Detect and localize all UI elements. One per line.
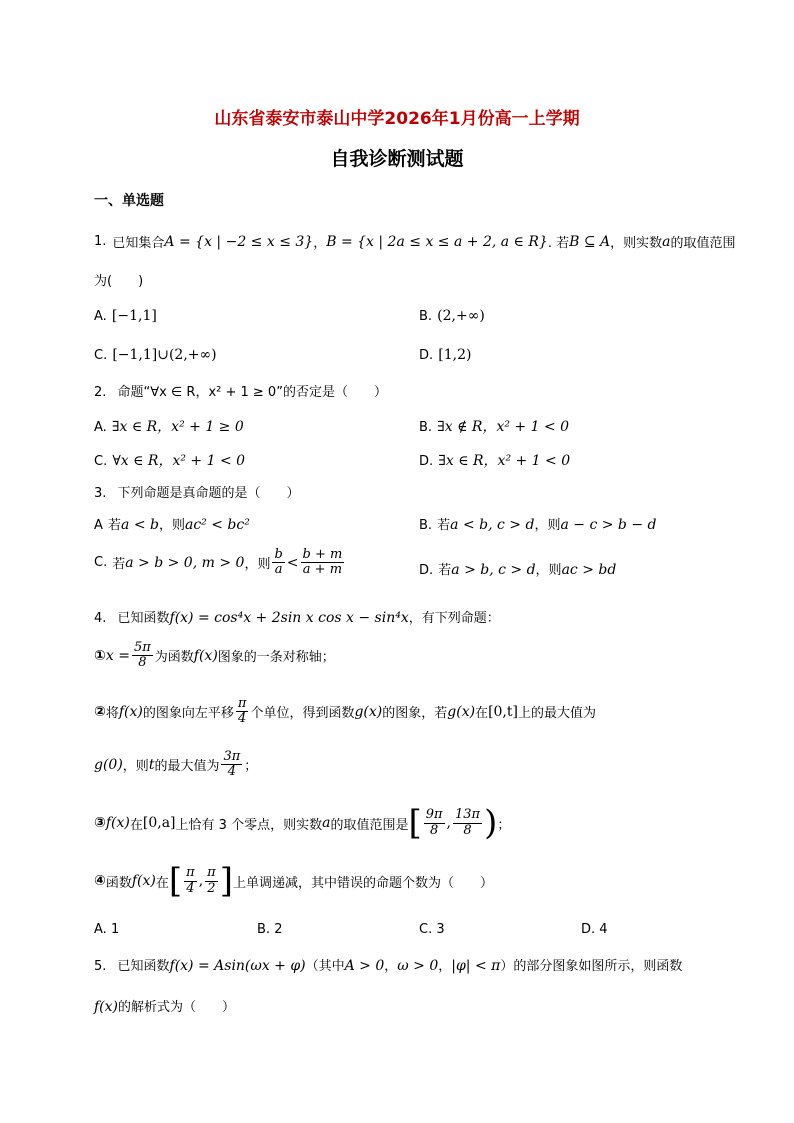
option-value: [1,2) <box>438 347 472 363</box>
q4-option-c[interactable] <box>419 922 445 937</box>
q1-var: a <box>662 233 671 250</box>
option-label: A. <box>94 420 107 435</box>
fraction-5pi-over-8 <box>132 641 153 671</box>
option-value: [−1,1]∪(2,+∞) <box>112 347 217 363</box>
function-ref: g(0) <box>94 756 123 773</box>
question-2 <box>94 381 387 400</box>
question-number: 1. <box>94 234 107 249</box>
q1-text: . 若 <box>547 236 570 251</box>
function-ref: f(x) <box>118 703 143 720</box>
option-label: D. <box>419 348 434 363</box>
statement-text: 为函数 <box>154 650 194 666</box>
variable-t: t <box>148 756 155 773</box>
separator: , <box>198 873 204 889</box>
option-label: C. <box>419 922 433 937</box>
option-value: ∃x ∈ R，x² + 1 < 0 <box>438 453 571 469</box>
statement-text: 上单调递减，其中错误的命题个数为（ ） <box>232 875 493 891</box>
option-label: C. <box>94 454 108 469</box>
statement-text: ； <box>244 759 258 775</box>
function-ref: g(x) <box>447 703 476 720</box>
question-number: 3. <box>94 486 107 501</box>
statement-text: 个单位，得到函数 <box>250 706 355 722</box>
q5-text: ）的部分图象如图所示，则函数 <box>500 959 683 974</box>
right-paren: ) <box>484 803 498 843</box>
q1-option-c[interactable] <box>94 344 217 363</box>
numerator: 13π <box>455 807 481 823</box>
right-bracket: ] <box>219 861 233 901</box>
option-label: C. <box>94 555 108 571</box>
q5-continuation <box>94 996 235 1015</box>
fraction-9pi-over-8 <box>424 808 445 838</box>
option-value: ∀x ∈ R，x² + 1 < 0 <box>112 453 246 469</box>
set-a: A = {x | −2 ≤ x ≤ 3} <box>164 233 314 250</box>
fraction-pi-over-4 <box>236 697 249 727</box>
q4-option-b[interactable] <box>257 922 282 937</box>
option-label: D. <box>419 563 434 578</box>
q1-continuation: 为( ) <box>94 274 144 289</box>
option-value: 3 <box>436 922 445 937</box>
option-label: B. <box>419 518 433 533</box>
option-label: B. <box>419 309 433 324</box>
q5-text: 的解析式为（ ） <box>118 1000 236 1015</box>
section-heading: 一、单选题 <box>94 193 164 209</box>
numerator: b <box>274 547 283 562</box>
option-text: 若 <box>438 563 452 578</box>
statement-text: ，则 <box>122 759 149 775</box>
denominator: 4 <box>238 711 247 727</box>
option-label: B. <box>419 420 433 435</box>
statement-text: 上恰有 3 个零点，则实数 <box>175 817 323 833</box>
left-bracket: [ <box>408 803 422 843</box>
statement-text: 在 <box>475 706 489 722</box>
option-text: ，则 <box>158 518 185 533</box>
left-bracket: [ <box>168 861 183 901</box>
statement-text: 在 <box>155 875 169 891</box>
function-ref: f(x) <box>105 815 130 831</box>
q5-text: （其中 <box>305 959 345 974</box>
condition: |φ| < π <box>451 958 501 974</box>
function-definition: f(x) = cos⁴x + 2sin x cos x − sin⁴x <box>169 610 409 626</box>
numerator: π <box>237 696 247 711</box>
question-4 <box>94 607 500 626</box>
q2-option-a[interactable] <box>94 416 244 436</box>
question-5 <box>94 955 682 974</box>
option-result: a − c > b − d <box>560 517 657 533</box>
option-label: C. <box>94 348 108 363</box>
option-label: A <box>94 518 103 533</box>
question-number: 4. <box>94 611 107 626</box>
denominator: a + m <box>302 562 343 578</box>
q4-option-d[interactable] <box>581 922 608 937</box>
fraction-b-over-a <box>272 548 284 578</box>
numerator: 9π <box>425 807 443 823</box>
q5-text: ， <box>384 959 398 974</box>
subset-condition: B ⊆ A <box>569 233 611 250</box>
q2-text: 命题“∀x ∈ R，x² + 1 ≥ 0”的否定是（ ） <box>117 385 387 400</box>
statement-text: 的图象，若 <box>382 706 448 722</box>
option-label: A. <box>94 309 107 324</box>
denominator: 4 <box>186 880 195 896</box>
option-text: ，则 <box>244 557 271 573</box>
numerator: 3π <box>223 749 241 764</box>
option-condition: a < b, c > d <box>450 517 535 533</box>
fraction-13pi-over-8 <box>453 808 482 838</box>
fraction-3pi-over-4 <box>221 750 242 780</box>
q1-text: 已知集合 <box>112 236 165 251</box>
q1-comma: ， <box>313 236 327 251</box>
question-3 <box>94 482 300 501</box>
circled-two: ② <box>94 703 106 720</box>
q3-option-b[interactable] <box>419 514 656 533</box>
condition: ω > 0 <box>397 958 439 974</box>
statement-text: 的取值范围是 <box>330 817 409 833</box>
q3-option-c[interactable] <box>94 548 346 578</box>
option-value: 2 <box>274 922 283 937</box>
option-value: [−1,1] <box>111 308 157 324</box>
q2-option-d[interactable] <box>419 450 570 470</box>
statement-2 <box>94 697 596 727</box>
denominator: 8 <box>429 822 439 838</box>
option-label: A. <box>94 922 107 937</box>
option-condition: a > b > 0, m > 0 <box>125 554 245 571</box>
fraction-pi-over-2 <box>205 866 218 896</box>
q4-text: 已知函数 <box>117 611 170 626</box>
statement-text: 的最大值为 <box>154 759 220 775</box>
q1-option-b[interactable] <box>419 305 485 324</box>
condition: A > 0 <box>344 958 385 974</box>
statement-text: 将 <box>105 706 119 722</box>
circled-one: ① <box>94 647 106 664</box>
q1-text: 的取值范围 <box>670 236 736 251</box>
q4-text: ，有下列命题： <box>408 611 500 626</box>
set-b: B = {x | 2a ≤ x ≤ a + 2, a ∈ R} <box>326 233 548 250</box>
denominator: a <box>274 562 283 578</box>
option-value: 4 <box>599 922 608 937</box>
interval: [0,t] <box>488 703 518 720</box>
option-text: 若 <box>437 518 451 533</box>
function-ref: f(x) <box>131 873 156 889</box>
circled-four: ④ <box>94 873 106 889</box>
statement-text: 上的最大值为 <box>517 706 596 722</box>
denominator: 2 <box>207 880 216 896</box>
q5-text: 已知函数 <box>117 959 170 974</box>
q3-option-d[interactable] <box>419 559 616 578</box>
function-definition: f(x) = Asin(ωx + φ) <box>169 958 306 974</box>
numerator: b + m <box>302 547 343 562</box>
question-1 <box>94 232 736 251</box>
interval: [0,a] <box>142 815 176 831</box>
q2-option-c[interactable] <box>94 450 245 470</box>
statement-text: x = <box>105 647 130 664</box>
option-condition: a < b <box>121 517 159 533</box>
denominator: 8 <box>463 822 472 838</box>
statement-1 <box>94 641 335 671</box>
q2-option-b[interactable] <box>419 416 569 436</box>
function-ref: f(x) <box>193 647 218 664</box>
question-number: 5. <box>94 959 107 974</box>
option-label: B. <box>257 922 271 937</box>
separator: , <box>446 815 451 831</box>
option-value: (2,+∞) <box>437 308 485 324</box>
document-subtitle: 自我诊断测试题 <box>330 148 464 170</box>
numerator: π <box>207 865 216 881</box>
function-ref: f(x) <box>94 999 119 1015</box>
option-label: D. <box>419 454 434 469</box>
statement-text: 图象的一条对称轴； <box>217 650 335 666</box>
option-result: ac² < bc² <box>184 517 250 533</box>
option-value: ∃x ∈ R，x² + 1 ≥ 0 <box>111 419 244 435</box>
option-value: ∃x ∉ R，x² + 1 < 0 <box>437 419 570 435</box>
statement-3 <box>94 803 511 843</box>
option-text: ，则 <box>535 563 562 578</box>
option-text: 若 <box>108 518 122 533</box>
question-number: 2. <box>94 385 107 400</box>
circled-three: ③ <box>94 815 106 831</box>
option-text: ，则 <box>534 518 561 533</box>
statement-text: 在 <box>129 817 143 833</box>
q1-option-a[interactable] <box>94 305 157 324</box>
denominator: 4 <box>227 764 237 780</box>
q4-option-a[interactable] <box>94 922 119 937</box>
statement-text: 函数 <box>105 875 132 891</box>
q3-text: 下列命题是真命题的是（ ） <box>117 486 300 501</box>
variable-a: a <box>322 815 331 831</box>
denominator: 8 <box>138 655 147 671</box>
q3-option-a[interactable] <box>94 514 250 533</box>
statement-text: ； <box>497 817 511 833</box>
option-value: 1 <box>110 922 120 937</box>
numerator: 5π <box>133 640 151 655</box>
q1-text: ，则实数 <box>610 236 663 251</box>
statement-text: 的图象向左平移 <box>142 706 234 722</box>
option-label: D. <box>581 922 596 937</box>
statement-2-continuation <box>94 750 257 780</box>
option-condition: a > b, c > d <box>451 562 536 578</box>
q5-text: ， <box>438 959 452 974</box>
fraction-bm-over-am <box>301 548 345 578</box>
q1-option-d[interactable] <box>419 344 471 363</box>
option-text: 若 <box>112 557 126 573</box>
fraction-pi-over-4 <box>184 866 197 896</box>
numerator: π <box>186 865 195 881</box>
option-result: ac > bd <box>561 562 617 578</box>
document-title: 山东省泰安市泰山中学2026年1月份高一上学期 <box>214 109 580 129</box>
statement-4 <box>94 861 493 901</box>
function-ref: g(x) <box>354 703 383 720</box>
less-than: < <box>286 554 299 571</box>
